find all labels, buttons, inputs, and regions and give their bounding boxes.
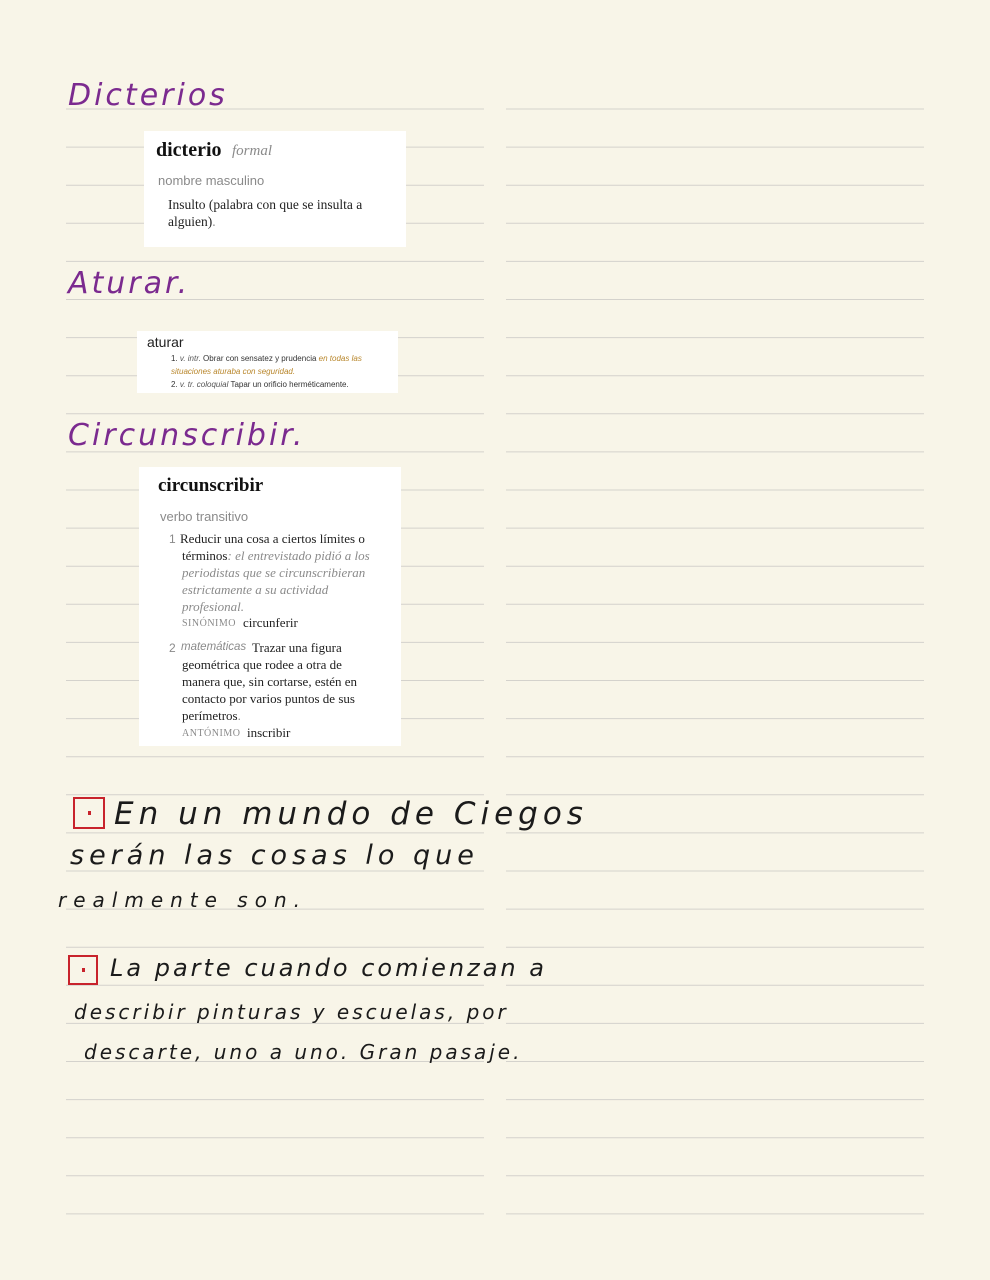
sense-domain: matemáticas bbox=[181, 641, 247, 653]
card-category: nombre masculino bbox=[158, 173, 265, 188]
note-1-line-2: serán las cosas lo que bbox=[70, 840, 479, 871]
antonym-word[interactable]: inscribir bbox=[247, 725, 291, 740]
sense-number: 1 bbox=[169, 532, 176, 546]
dictionary-card-circunscribir[interactable] bbox=[139, 467, 401, 746]
sense-definition-end: . bbox=[237, 708, 241, 723]
heading-dicterios: Dicterios bbox=[68, 78, 228, 113]
sense-definition-line1: Trazar una figura bbox=[252, 640, 342, 655]
todo-checkbox-1[interactable] bbox=[73, 797, 105, 829]
note-2-line-1: La parte cuando comienzan a bbox=[110, 954, 547, 982]
card-word: dicterio bbox=[156, 139, 222, 161]
sense-number: 2 bbox=[169, 641, 176, 655]
card-definition-end: . bbox=[212, 214, 216, 229]
card-word: aturar bbox=[147, 334, 184, 350]
dictionary-card-aturar[interactable] bbox=[137, 331, 398, 393]
card-sense-1 bbox=[171, 354, 362, 363]
note-2-line-2: describir pinturas y escuelas, por bbox=[74, 1000, 509, 1024]
note-2-line-3: descarte, uno a uno. Gran pasaje. bbox=[84, 1040, 523, 1064]
sense-example: en todas las bbox=[318, 354, 362, 363]
todo-checkbox-2[interactable] bbox=[68, 955, 98, 985]
sense-example: : el entrevistado pidió a los bbox=[227, 548, 370, 563]
card-definition-line1: Insulto (palabra con que se insulta a bbox=[168, 197, 363, 212]
sense-example-cont: situaciones aturaba con seguridad. bbox=[171, 367, 296, 376]
checkbox-mark bbox=[82, 968, 85, 972]
sense-definition: Obrar con sensatez y prudencia bbox=[203, 354, 317, 363]
dictionary-card-dicterio[interactable] bbox=[144, 131, 406, 247]
sense-definition-line2: geométrica que rodee a otra de bbox=[182, 657, 342, 672]
sense-definition-line1: Reducir una cosa a ciertos límites o bbox=[180, 531, 365, 546]
sense-number: 1. bbox=[171, 354, 178, 363]
antonym-label: ANTÓNIMO bbox=[182, 728, 241, 739]
card-word: circunscribir bbox=[158, 475, 264, 496]
card-sense-2 bbox=[171, 380, 349, 389]
card-definition-line2 bbox=[168, 214, 216, 230]
sense-definition: Tapar un orificio herméticamente. bbox=[230, 380, 349, 389]
heading-aturar: Aturar. bbox=[68, 266, 191, 301]
note-1-line-1: En un mundo de Ciegos bbox=[114, 796, 588, 832]
heading-circunscribir: Circunscribir. bbox=[68, 418, 306, 453]
note-1-line-3: realmente son. bbox=[58, 888, 307, 912]
sense-grammar: v. tr. coloquial bbox=[179, 380, 229, 389]
sense-definition-text: perímetros bbox=[182, 708, 238, 723]
sense-definition-line4: contacto por varios puntos de sus bbox=[182, 691, 355, 706]
sense-number: 2. bbox=[171, 380, 178, 389]
synonym-word[interactable]: circunferir bbox=[243, 615, 298, 630]
sense-definition-line5 bbox=[182, 708, 241, 724]
sense-example-line2: periodistas que se circunscribieran bbox=[182, 565, 366, 580]
sense-definition-line3: manera que, sin cortarse, estén en bbox=[182, 674, 358, 689]
sense-example-line4: profesional. bbox=[182, 599, 244, 614]
sense-grammar: v. intr. bbox=[179, 354, 201, 363]
sense-definition-line2 bbox=[182, 548, 370, 564]
card-definition-text: alguien) bbox=[168, 214, 213, 229]
synonym-label: SINÓNIMO bbox=[182, 618, 236, 629]
card-register: formal bbox=[232, 143, 273, 159]
sense-example-line3: estrictamente a su actividad bbox=[182, 582, 329, 597]
sense-definition-text: términos bbox=[182, 548, 228, 563]
card-category: verbo transitivo bbox=[160, 509, 249, 524]
checkbox-mark bbox=[88, 811, 91, 815]
